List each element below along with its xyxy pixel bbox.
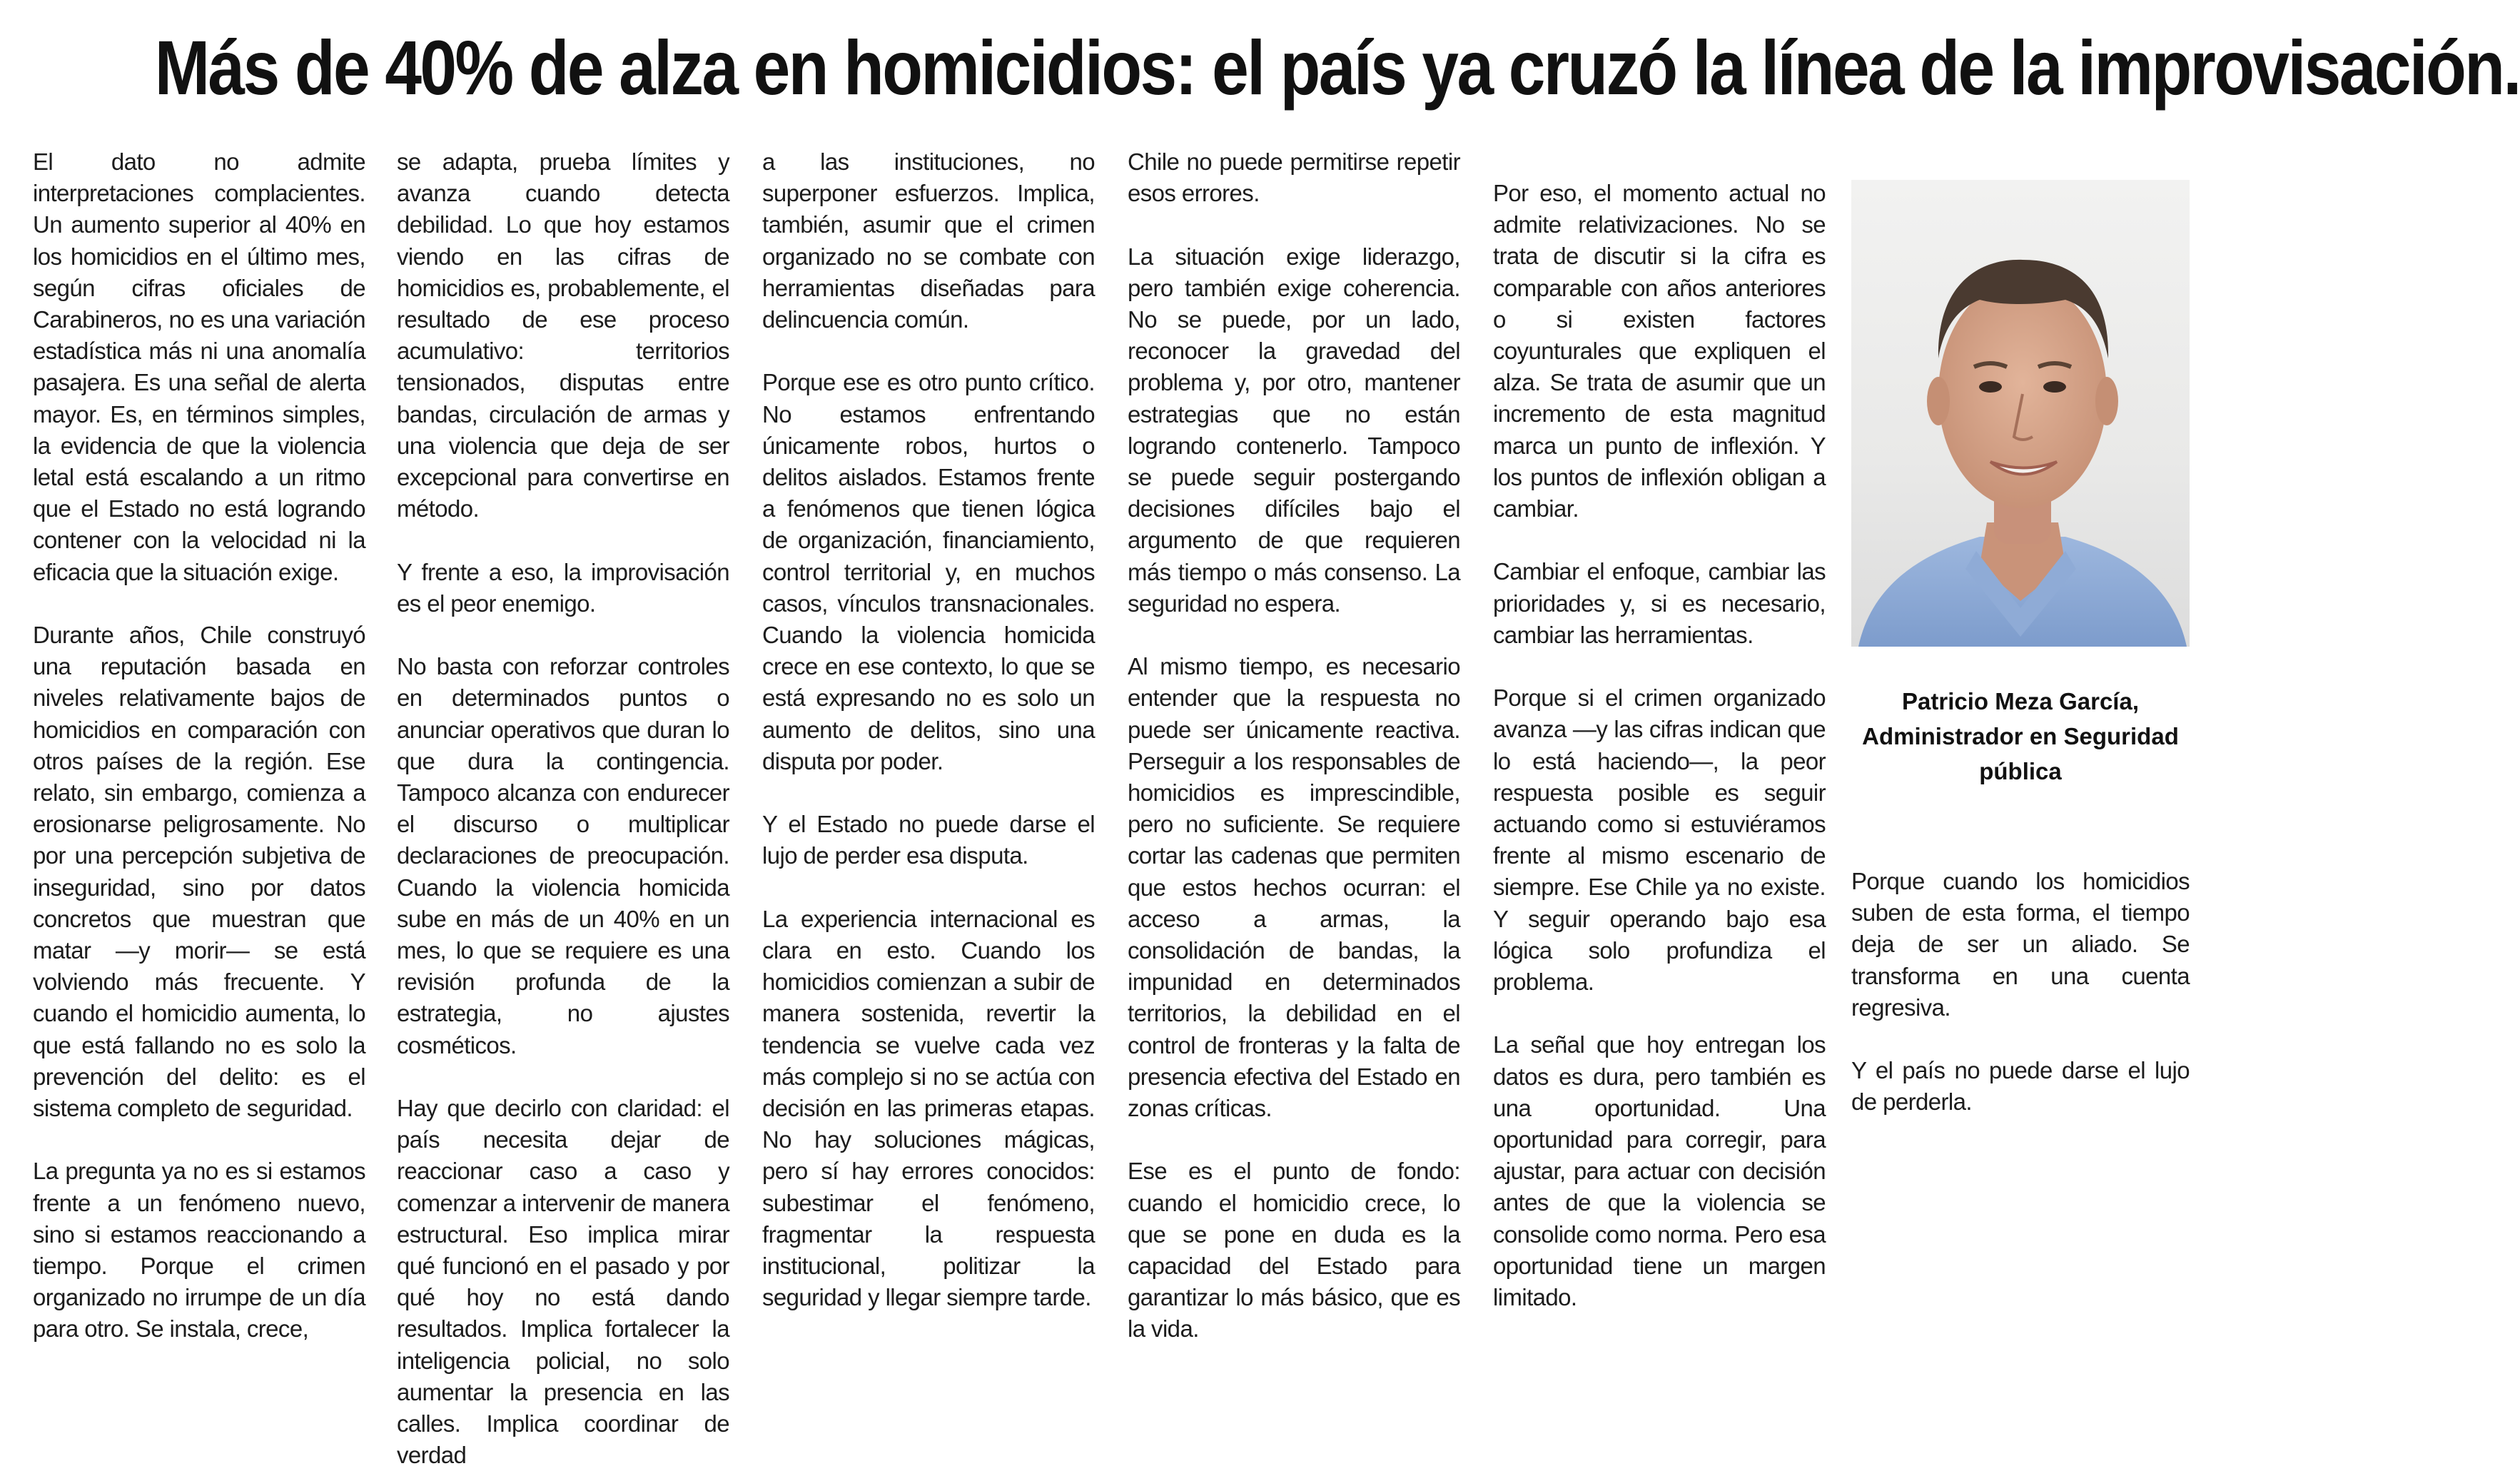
article-column-4 — [1128, 146, 1460, 1345]
article-column-2 — [397, 146, 729, 1471]
paragraph: Porque si el crimen organizado avanza —y las cifras indican que lo está haciendo—, la peor respuesta posible es seguir actuando como si estuviéramos frente al mismo escenario de siempre. Ese Chile ya no existe. Y seguir operando bajo esa lógica solo profundiza el problema. — [1493, 684, 1826, 996]
paragraph: Y el país no puede darse el lujo de perderla. — [1851, 1057, 2190, 1116]
paragraph: Durante años, Chile construyó una reputación basada en niveles relativamente bajos de homicidios en comparación con otros países de la región. Ese relato, sin embargo, comienza a erosionarse peligrosamente. No por una percepción subjetiva de inseguridad, sino por datos concretos que muestran que matar —y morir— se está volviendo más frecuente. Y cuando el homicidio aumenta, lo que está fallando no es solo la prevención del delito: es el sistema completo de seguridad. — [33, 622, 365, 1122]
paragraph: La pregunta ya no es si estamos frente a un fenómeno nuevo, sino si estamos reaccionando a tiempo. Porque el crimen organizado no irrumpe de un día para otro. Se instala, crece, — [33, 1158, 365, 1343]
article-column-3 — [762, 146, 1095, 1313]
paragraph: Porque cuando los homicidios suben de esta forma, el tiempo deja de ser un aliado. Se transforma en una cuenta regresiva. — [1851, 868, 2190, 1021]
headline: Más de 40% de alza en homicidios: el país ya cruzó la línea de la improvisación. — [154, 24, 2520, 111]
author-name: Patricio Meza García, — [1902, 688, 2139, 714]
paragraph: Y frente a eso, la improvisación es el peor enemigo. — [397, 558, 729, 617]
article-column-1 — [33, 146, 365, 1345]
author-role: Administrador en Seguridad pública — [1862, 723, 2179, 784]
paragraph: Y el Estado no puede darse el lujo de perder esa disputa. — [762, 811, 1095, 869]
paragraph: se adapta, prueba límites y avanza cuando detecta debilidad. Lo que hoy estamos viendo en las cifras de homicidios es, probablemente, el resultado de ese proceso acumulativo: territorios tensionados, disputas entre bandas, circulación de armas y una violencia que deja de ser excepcional para convertirse en método. — [397, 148, 729, 522]
article-column-6 — [1851, 866, 2190, 1118]
paragraph: a las instituciones, no superponer esfuerzos. Implica, también, asumir que el crimen organizado no se combate con herramientas diseñadas para delincuencia común. — [762, 148, 1095, 333]
author-portrait-illustration — [1851, 180, 2190, 647]
paragraph: No basta con reforzar controles en determinados puntos o anunciar operativos que duran lo que dura la contingencia. Tampoco alcanza con endurecer el discurso o multiplicar declaraciones de preocupación. Cuando la violencia homicida sube en más de un 40% en un mes, lo que se requiere es una revisión profunda de la estrategia, no ajustes cosméticos. — [397, 653, 729, 1058]
paragraph: Porque ese es otro punto crítico. No estamos enfrentando únicamente robos, hurtos o delitos aislados. Estamos frente a fenómenos que tienen lógica de organización, financiamiento, control territorial y, en muchos casos, vínculos transnacionales. Cuando la violencia homicida crece en ese contexto, lo que se está expresando no es solo un aumento de delitos, sino una disputa por poder. — [762, 369, 1095, 774]
author-caption — [1851, 684, 2190, 789]
paragraph: Al mismo tiempo, es necesario entender que la respuesta no puede ser únicamente reactiva. Perseguir a los responsables de homicidios es imprescindible, pero no suficiente. Se requiere cortar las cadenas que permiten que estos hechos ocurran: el acceso a armas, la consolidación de bandas, la impunidad en determinados territorios, la debilidad en el control de fronteras y la falta de presencia efectiva del Estado en zonas críticas. — [1128, 653, 1460, 1122]
paragraph: La señal que hoy entregan los datos es dura, pero también es una oportunidad. Una oportunidad para corregir, para ajustar, para actuar con decisión antes de que la violencia se consolide como norma. Pero esa oportunidad tiene un margen limitado. — [1493, 1031, 1826, 1311]
paragraph: Ese es el punto de fondo: cuando el homicidio crece, lo que se pone en duda es la capacidad del Estado para garantizar lo más básico, que es la vida. — [1128, 1158, 1460, 1343]
author-photo — [1851, 180, 2190, 647]
paragraph: La situación exige liderazgo, pero también exige coherencia. No se puede, por un lado, reconocer la gravedad del problema y, por otro, mantener estrategias que no están logrando contenerlo. Tampoco se puede seguir postergando decisiones difíciles bajo el argumento de que requieren más tiempo o más consenso. La seguridad no espera. — [1128, 243, 1460, 617]
paragraph: El dato no admite interpretaciones complacientes. Un aumento superior al 40% en los homicidios en el último mes, según cifras oficiales de Carabineros, no es una variación estadística más ni una anomalía pasajera. Es una señal de alerta mayor. Es, en términos simples, la evidencia de que la violencia letal está escalando a un ritmo que el Estado no está logrando contener con la velocidad ni la eficacia que la situación exige. — [33, 148, 365, 585]
paragraph: La experiencia internacional es clara en esto. Cuando los homicidios comienzan a subir de manera sostenida, revertir la tendencia se vuelve cada vez más complejo si no se actúa con decisión en las primeras etapas. No hay soluciones mágicas, pero sí hay errores conocidos: subestimar el fenómeno, fragmentar la respuesta institucional, politizar la seguridad y llegar siempre tarde. — [762, 905, 1095, 1311]
paragraph: Por eso, el momento actual no admite relativizaciones. No se trata de discutir si la cifra es comparable con años anteriores o si existen factores coyunturales que expliquen el alza. Se trata de asumir que un incremento de esta magnitud marca un punto de inflexión. Y los puntos de inflexión obligan a cambiar. — [1493, 180, 1826, 522]
paragraph: Chile no puede permitirse repetir esos errores. — [1128, 148, 1460, 207]
paragraph: Cambiar el enfoque, cambiar las prioridades y, si es necesario, cambiar las herramientas. — [1493, 558, 1826, 648]
paragraph: Hay que decirlo con claridad: el país necesita dejar de reaccionar caso a caso y comenzar a intervenir de manera estructural. Eso implica mirar qué funcionó en el pasado y por qué hoy no está dando resultados. Implica fortalecer la inteligencia policial, no solo aumentar la presencia en las calles. Implica coordinar de verdad — [397, 1095, 729, 1469]
article-column-5 — [1493, 178, 1826, 1313]
